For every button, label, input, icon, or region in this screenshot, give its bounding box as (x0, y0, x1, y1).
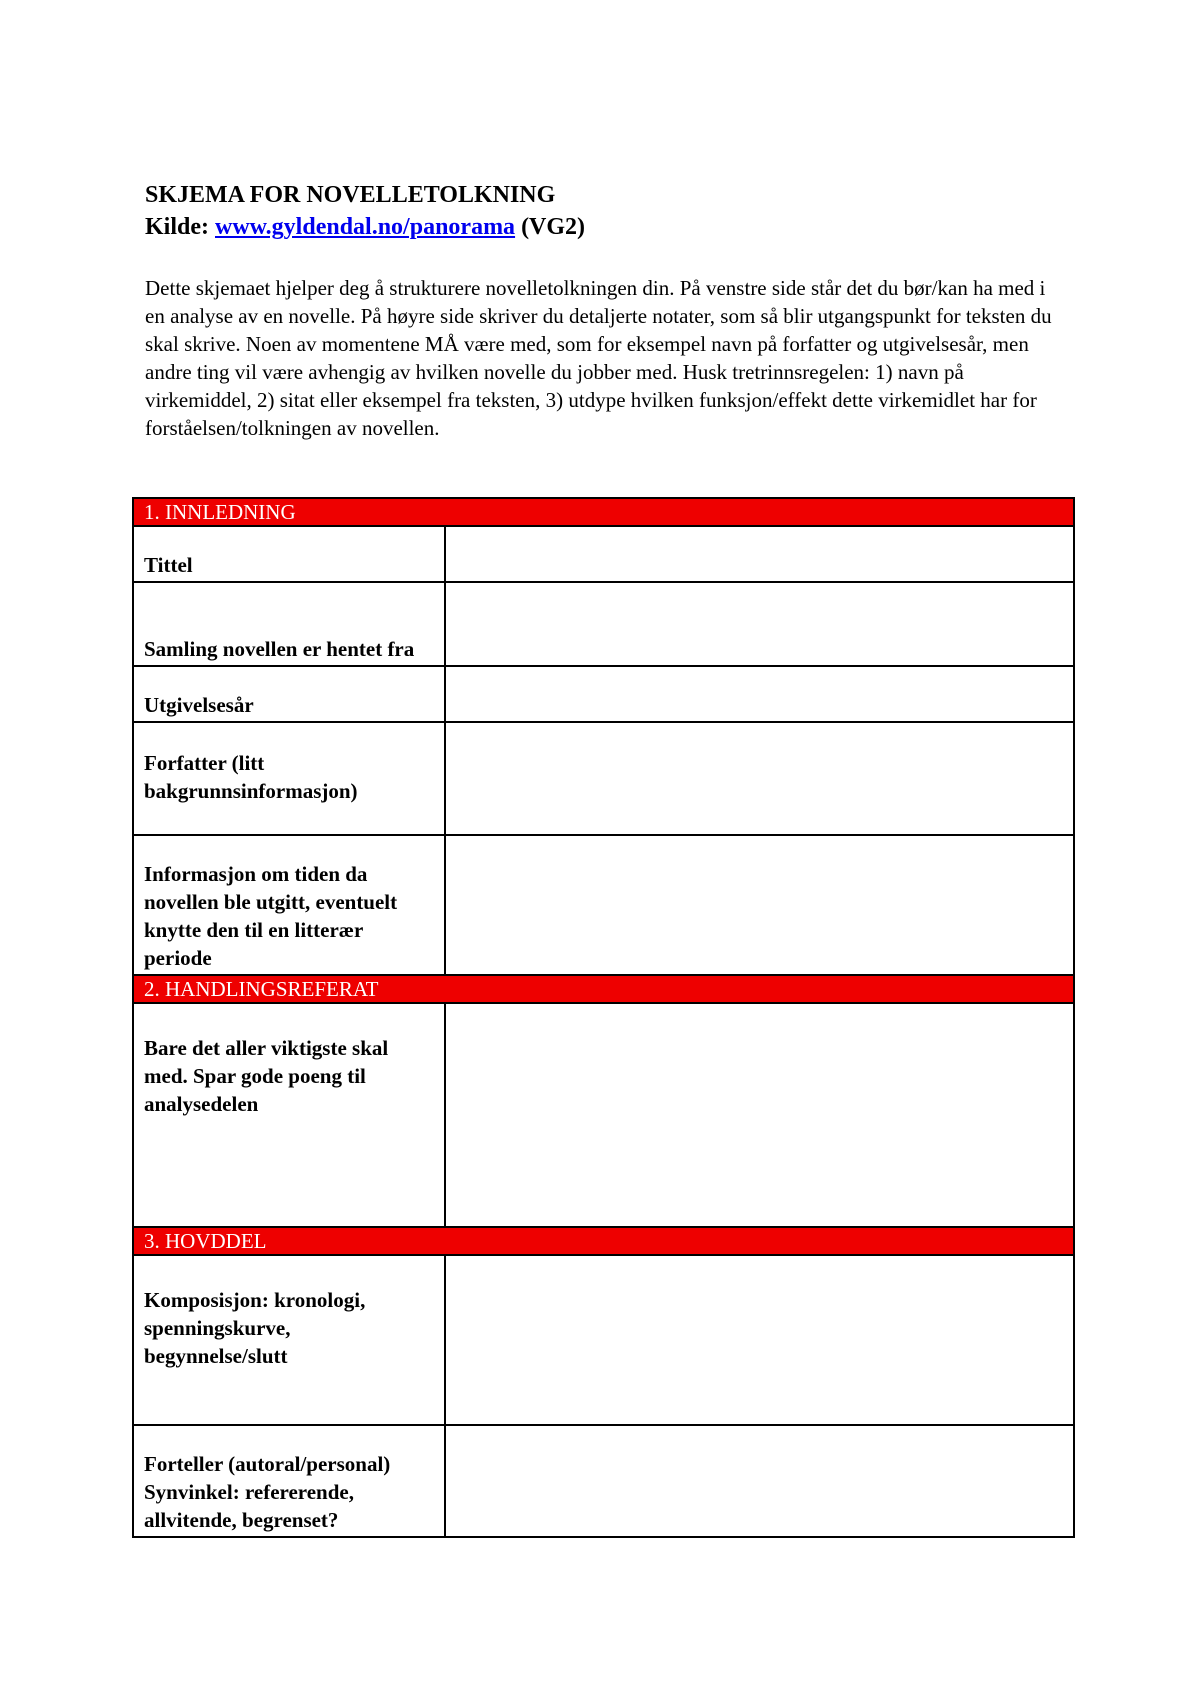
answer-cell[interactable] (445, 666, 1074, 722)
section-heading: 3. HOVDDEL (133, 1227, 1074, 1255)
row-label: Bare det aller viktigste skal med. Spar gode poeng til analysedelen (133, 1003, 445, 1227)
analysis-form-table (132, 497, 1075, 1538)
source-link[interactable]: www.gyldendal.no/panorama (215, 214, 516, 240)
answer-cell[interactable] (445, 1003, 1074, 1227)
answer-cell[interactable] (445, 722, 1074, 835)
row-label: Tittel (133, 526, 445, 582)
form-row (133, 666, 1074, 722)
row-label: Informasjon om tiden da novellen ble utgitt, eventuelt knytte den til en litterær periode (133, 835, 445, 975)
answer-cell[interactable] (445, 1425, 1074, 1537)
section-header-hovddel (133, 1227, 1074, 1255)
form-row (133, 526, 1074, 582)
form-row (133, 1255, 1074, 1425)
section-heading: 2. HANDLINGSREFERAT (133, 975, 1074, 1003)
form-row (133, 835, 1074, 975)
section-header-innledning (133, 498, 1074, 526)
source-line (145, 212, 585, 242)
answer-cell[interactable] (445, 1255, 1074, 1425)
document-title: SKJEMA FOR NOVELLETOLKNING (145, 182, 556, 208)
form-row (133, 1425, 1074, 1537)
source-label: Kilde: (145, 214, 209, 240)
answer-cell[interactable] (445, 835, 1074, 975)
form-row (133, 722, 1074, 835)
form-row (133, 1003, 1074, 1227)
answer-cell[interactable] (445, 582, 1074, 666)
section-header-handlingsreferat (133, 975, 1074, 1003)
source-suffix: (VG2) (521, 214, 586, 240)
row-label: Utgivelsesår (133, 666, 445, 722)
row-label: Forfatter (litt bakgrunnsinformasjon) (133, 722, 445, 835)
form-row (133, 582, 1074, 666)
section-heading: 1. INNLEDNING (133, 498, 1074, 526)
intro-paragraph: Dette skjemaet hjelper deg å strukturere novelletolkningen din. På venstre side står det du bør/kan ha med i en analyse av en novelle. På høyre side skriver du detaljerte notater, som så blir utgangspunkt for teksten du skal skrive. Noen av momentene MÅ være med, som for eksempel navn på forfatter og utgivelsesår, men andre ting vil være avhengig av hvilken novelle du jobber med. Husk tretrinnsregelen: 1) navn på virkemiddel, 2) sitat eller eksempel fra teksten, 3) utdype hvilken funksjon/effekt dette virkemidlet har for forståelsen/tolkningen av novellen. (145, 276, 1052, 440)
answer-cell[interactable] (445, 526, 1074, 582)
row-label: Samling novellen er hentet fra (133, 582, 445, 666)
row-label: Komposisjon: kronologi, spenningskurve, begynnelse/slutt (133, 1255, 445, 1425)
row-label: Forteller (autoral/personal) Synvinkel: refererende, allvitende, begrenset? (133, 1425, 445, 1537)
